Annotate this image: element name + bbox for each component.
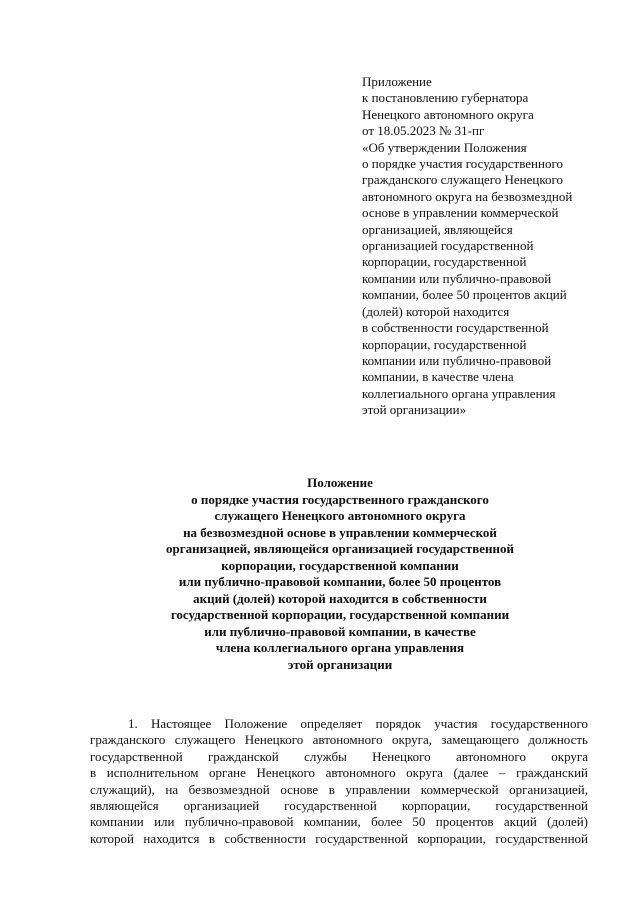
appendix-line: компании или публично-правовой	[362, 352, 552, 368]
body-line: являющейся организацией государственной корпорации, государственной	[90, 798, 588, 814]
appendix-line: (долей) которой находится	[362, 303, 510, 319]
title-line: Положение	[307, 475, 373, 490]
appendix-line: основе в управлении коммерческой	[362, 205, 559, 221]
appendix-line: «Об утверждении Положения	[362, 139, 527, 155]
appendix-line: корпорации, государственной	[362, 254, 527, 270]
appendix-line: Приложение	[362, 74, 432, 89]
item-number: 1.	[128, 716, 138, 731]
document-title	[90, 475, 590, 673]
body-line: в исполнительном органе Ненецкого автономного округа (далее – гражданский	[90, 765, 588, 781]
title-line: члена коллегиального органа управления	[215, 640, 465, 655]
body-line: компании или публично-правовой компании, более 50 процентов акций (долей)	[90, 814, 588, 830]
appendix-line: о порядке участия государственного	[362, 156, 563, 172]
appendix-line: Ненецкого автономного округа	[362, 106, 534, 122]
title-line: этой организации	[287, 656, 393, 672]
appendix-line: от 18.05.2023 № 31-пг	[362, 123, 485, 139]
appendix-line: компании или публично-правовой	[362, 270, 552, 286]
title-line: о порядке участия государственного гражданского	[191, 491, 489, 507]
appendix-line: компании, более 50 процентов акций	[362, 287, 567, 303]
body-line: государственной гражданской службы Ненецкого автономного округа	[90, 748, 588, 764]
body-line: служащий), на безвозмездной основе в управлении коммерческой организацией,	[90, 781, 588, 797]
appendix-line: к постановлению губернатора	[362, 90, 529, 106]
appendix-line: организацией, являющейся	[362, 221, 513, 237]
appendix-line: гражданского служащего Ненецкого	[362, 172, 563, 188]
title-line: или публично-правовой компании, более 50 процентов	[178, 574, 502, 589]
appendix-line: этой организации»	[362, 402, 467, 418]
title-line: корпорации, государственной компании	[221, 557, 459, 573]
body-line: которой находится в собственности государственной корпорации, государственной	[90, 830, 588, 846]
title-line: акций (долей) которой находится в собственности	[193, 590, 487, 606]
title-line: на безвозмездной основе в управлении коммерческой	[183, 524, 497, 540]
appendix-header	[362, 74, 602, 419]
body-line: гражданского служащего Ненецкого автономного округа, замещающего должность	[90, 732, 588, 748]
body-line: Настоящее Положение определяет порядок участия государственного	[151, 716, 588, 731]
appendix-line: автономного округа на безвозмездной	[362, 188, 573, 204]
title-line: организацией, являющейся организацией государственной	[166, 541, 514, 556]
title-line: служащего Ненецкого автономного округа	[214, 508, 466, 523]
appendix-line: корпорации, государственной	[362, 336, 527, 352]
body-paragraph	[90, 716, 588, 847]
appendix-line: компании, в качестве члена	[362, 369, 514, 385]
body-line-first	[90, 716, 588, 732]
title-line: или публично-правовой компании, в качестве	[204, 623, 476, 639]
appendix-line: организацией государственной	[362, 238, 534, 254]
appendix-line: в собственности государственной	[362, 320, 549, 336]
appendix-line: коллегиального органа управления	[362, 385, 556, 401]
title-line: государственной корпорации, государственной компании	[170, 607, 510, 622]
